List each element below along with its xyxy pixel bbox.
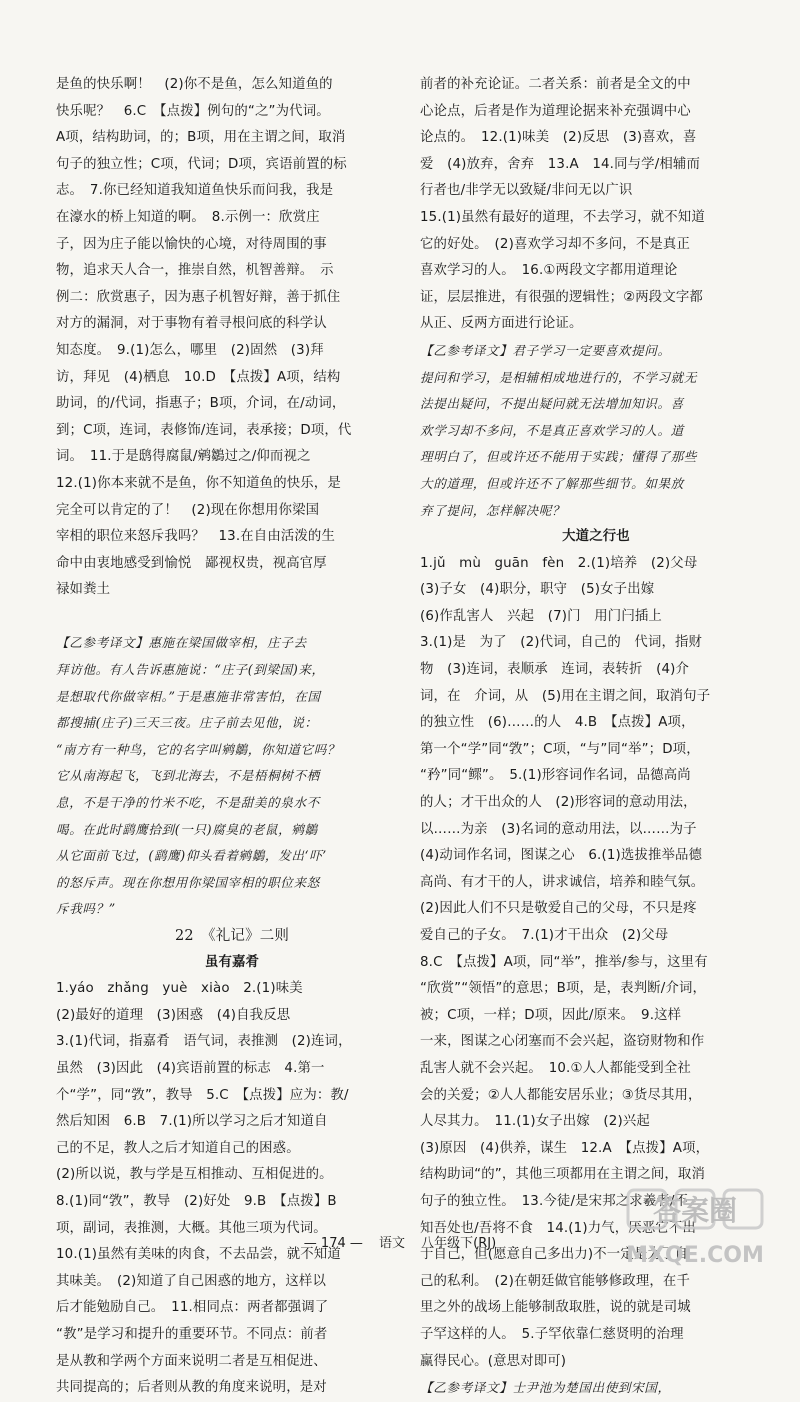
left-text-line: 禄如粪土 xyxy=(56,582,111,598)
right-text-line: 从正、反两方面进行论证。 xyxy=(420,316,583,332)
right-text-line: 提问和学习，是相辅相成地进行的，不学习就无 xyxy=(420,369,698,385)
right-text-line: 心论点，后者是作为道理论据来补充强调中心 xyxy=(420,103,691,119)
right-text-line: 子罕这样的人。 5.子罕依靠仁慈贤明的治理 xyxy=(420,1326,684,1342)
left-text-line: 喝。在此时鹞鹰拾到(一只)腐臭的老鼠，鹓鶵 xyxy=(56,821,318,837)
left-text-line: 斥我吗？” xyxy=(56,901,116,917)
right-text-line: 爱 (4)放弃，舍弃 13.A 14.同与学/相辅而 xyxy=(420,156,700,172)
left-text-line: 例二：欣赏惠子，因为惠子机智好辩，善于抓住 xyxy=(56,289,341,305)
left-text-line: 12.(1)你本来就不是鱼，你不知道鱼的快乐，是 xyxy=(56,475,341,491)
right-text-line: 己的私利。 (2)在朝廷做官能够修政理，在千 xyxy=(420,1273,690,1289)
right-text-line: 15.(1)虽然有最好的道理，不去学习，就不知道 xyxy=(420,209,705,225)
left-text-line: 1.yáo zhǎng yuè xiào 2.(1)味美 xyxy=(56,981,303,997)
right-text-line: 爱自己的子女。 7.(1)才干出众 (2)父母 xyxy=(420,928,669,943)
right-text-line: (3)子女 (4)职分，职守 (5)女子出嫁 xyxy=(420,582,655,598)
right-text-line: 以……为亲 (3)名词的意动用法，以……为子 xyxy=(420,821,697,837)
right-text-line: (4)动词作名词，图谋之心 6.(1)选拔推举品德 xyxy=(420,848,703,864)
left-column xyxy=(56,72,408,1402)
right-text-line: 它的好处。 (2)喜欢学习却不多问，不是真正 xyxy=(420,236,690,252)
left-text-line: 息，不是干净的竹米不吃，不是甜美的泉水不 xyxy=(56,795,320,811)
right-text-line: 1.jǔ mù guān fèn 2.(1)培养 (2)父母 xyxy=(420,555,698,571)
right-text-line: 前者的补充论证。二者关系：前者是全文的中 xyxy=(420,77,691,92)
right-text-line: 法提出疑问，不提出疑问就无法增加知识。喜 xyxy=(420,396,684,412)
left-text-line: 然后知困 6.B 7.(1)所以学习之后才知道自 xyxy=(56,1114,328,1130)
left-text-line: 访，拜见 (4)栖息 10.D 【点拨】A项，结构 xyxy=(56,369,341,385)
left-text-line: 完全可以肯定的了！ (2)现在你想用你梁国 xyxy=(56,502,320,518)
left-text-line: 都搜捕(庄子)三天三夜。庄子前去见他，说： xyxy=(56,715,318,731)
right-text-line: 的独立性 (6)……的人 4.B 【点拨】A项， xyxy=(420,715,695,731)
left-text-line: 命中由衷地感受到愉悦 鄙视权贵，视高官厚 xyxy=(56,555,327,571)
left-text-line: 虽有嘉肴 xyxy=(204,954,260,970)
right-text-line: 人尽其力。 11.(1)女子出嫁 (2)兴起 xyxy=(420,1114,650,1130)
left-text-line: “南方有一种鸟，它的名字叫鹓鶵，你知道它吗？ xyxy=(56,741,341,757)
right-text-line: 词，在 介词，从 (5)用在主谓之间，取消句子 xyxy=(420,688,711,704)
right-text-line: 理明白了，但或许还不能用于实践；懂得了那些 xyxy=(420,449,698,465)
left-text-line: 个“学”，同“敩”，教导 5.C 【点拨】应为：教/ xyxy=(56,1087,349,1103)
left-text-line: (2)最好的道理 (3)困惑 (4)自我反思 xyxy=(56,1007,291,1023)
left-text-line: 子，因为庄子能以愉快的心境，对待周围的事 xyxy=(56,236,327,252)
right-text-line: 大的道理，但或许还不了解那些细节。如果放 xyxy=(420,475,684,491)
right-text-line: 8.C 【点拨】A项，同“举”，推举/参与，这里有 xyxy=(420,954,708,970)
right-text-line: 行者也/非学无以致疑/非问无以广识 xyxy=(420,183,633,199)
right-text-line: 欢学习却不多问，不是真正喜欢学习的人。道 xyxy=(420,422,684,438)
left-text-line xyxy=(56,604,408,631)
right-text-line: (3)原因 (4)供养，谋生 12.A 【点拨】A项， xyxy=(420,1140,710,1156)
right-text-line: 知吾处也/吾将不食 14.(1)力气，厌恶它不出 xyxy=(420,1220,697,1236)
left-text-line: 志。 7.你已经知道我知道鱼快乐而问我，我是 xyxy=(56,183,334,199)
left-text-line: 助词，的/代词，指惠子；B项，介词，在/动词， xyxy=(56,396,346,412)
right-text-line: 结构助词“的”，其他三项都用在主谓之间，取消 xyxy=(420,1167,705,1183)
right-text-line: “矜”同“鳏”。 5.(1)形容词作名词，品德高尚 xyxy=(420,768,691,784)
left-text-line: 【乙参考译文】惠施在梁国做宰相，庄子去 xyxy=(56,635,307,651)
right-text-line: 【乙参考译文】士尹池为楚国出使到宋国， xyxy=(420,1380,671,1396)
left-text-line: 对方的漏洞，对于事物有着寻根问底的科学认 xyxy=(56,316,327,332)
left-text-line: A项，结构助词，的；B项，用在主谓之间，取消 xyxy=(56,130,346,146)
left-text-line: 物，追求天人合一，推崇自然，机智善辩。 示 xyxy=(56,263,334,279)
left-text-line: 的怒斥声。现在你想用你梁国宰相的职位来怒 xyxy=(56,874,320,890)
right-text-line: 里之外的战场上能够制敌取胜，说的就是司城 xyxy=(420,1300,691,1316)
right-text-line: 论点的。 12.(1)味美 (2)反思 (3)喜欢，喜 xyxy=(420,130,697,146)
right-text-line: 赢得民心。(意思对即可) xyxy=(420,1353,567,1369)
left-text-line: 知态度。 9.(1)怎么，哪里 (2)固然 (3)拜 xyxy=(56,342,324,358)
left-text-line: 后才能勉励自己。 11.相同点：两者都强调了 xyxy=(56,1300,329,1316)
right-text-line: 的人；才干出众的人 (2)形容词的意动用法， xyxy=(420,795,697,811)
left-text-line: 是想取代你做宰相。”于是惠施非常害怕，在国 xyxy=(56,688,321,704)
left-text-line: 3.(1)代词，指嘉肴 语气词，表推测 (2)连词， xyxy=(56,1034,352,1050)
left-text-line: 其味美。 (2)知道了自己困惑的地方，这样以 xyxy=(56,1273,326,1289)
right-text-line: 喜欢学习的人。 16.①两段文字都用道理论 xyxy=(420,263,678,279)
right-text-line: 弃了提问，怎样解决呢？ xyxy=(420,502,566,518)
subject-label: 语文 xyxy=(379,1236,406,1251)
left-text-line: 22 《礼记》二则 xyxy=(174,928,290,944)
right-text-line: 于自己，但(愿意自己多出力)不一定是为了自 xyxy=(420,1247,689,1263)
left-text-line: “教”是学习和提升的重要环节。不同点：前者 xyxy=(56,1326,328,1342)
right-text-line: 会的关爱；②人人都能安居乐业；③货尽其用， xyxy=(420,1087,702,1103)
right-text-line: 句子的独立性。 13.今徒/是宋邦之求羲者/不 xyxy=(420,1193,689,1209)
right-text-line: (6)作乱害人 兴起 (7)门 用门闩插上 xyxy=(420,608,662,624)
right-text-line: 一来，图谋之心闭塞而不会兴起，盗窃财物和作 xyxy=(420,1034,705,1050)
left-text-line: 句子的独立性；C项，代词；D项，宾语前置的标 xyxy=(56,156,347,172)
left-text-line: 10.(1)虽然有美味的肉食，不去品尝，就不知道 xyxy=(56,1247,341,1263)
right-text-line: “欣赏”“领悟”的意思；B项，是，表判断/介词， xyxy=(420,981,707,997)
right-text-line: (2)因此人们不只是敬爱自己的父母，不只是疼 xyxy=(420,901,697,917)
left-text-line: 是从教和学两个方面来说明二者是互相促进、 xyxy=(56,1353,327,1369)
right-text-line: 【乙参考译文】君子学习一定要喜欢提问。 xyxy=(420,342,671,358)
left-text-line: 到；C项，连词，表修饰/连词，表承接；D项，代 xyxy=(56,422,352,438)
left-text-line: 快乐呢？ 6.C 【点拨】例句的“之”为代词。 xyxy=(56,103,330,119)
left-text-line: 在濠水的桥上知道的啊。 8.示例一：欣赏庄 xyxy=(56,209,320,225)
grade-label: 八年级下(RJ) xyxy=(421,1236,497,1251)
left-text-line: (2)所以说，教与学是互相推动、互相促进的。 xyxy=(56,1167,333,1183)
left-text-line: 从它面前飞过，(鹞鹰)仰头看着鹓鶵，发出‘吓’ xyxy=(56,848,327,864)
left-text-line: 拜访他。有人告诉惠施说：“庄子(到梁国)来， xyxy=(56,662,325,678)
left-text-line: 是鱼的快乐啊！ (2)你不是鱼，怎么知道鱼的 xyxy=(56,77,333,92)
right-text-line: 物 (3)连词，表顺承 连词，表转折 (4)介 xyxy=(420,662,690,678)
left-text-line: 词。 11.于是鸱得腐鼠/鹓鶵过之/仰而视之 xyxy=(56,449,311,465)
left-text-line: 共同提高的；后者则从教的角度来说明，是对 xyxy=(56,1380,327,1396)
right-text-line: 高尚、有才干的人，讲求诚信，培养和睦气氛。 xyxy=(420,874,705,890)
left-text-line: 它从南海起飞，飞到北海去，不是梧桐树不栖 xyxy=(56,768,320,784)
right-text-line: 被；C项，一样；D项，因此/原来。 9.这样 xyxy=(420,1007,682,1023)
left-text-line: 己的不足，教人之后才知道自己的困惑。 xyxy=(56,1140,300,1156)
left-text-line: 虽然 (3)因此 (4)宾语前置的标志 4.第一 xyxy=(56,1060,325,1076)
right-text-line: 大道之行也 xyxy=(562,529,630,545)
left-text-line: 项，副词，表推测，大概。其他三项为代词。 xyxy=(56,1220,327,1236)
watermark-text-main: 答案圈 xyxy=(652,1194,738,1227)
watermark-logo xyxy=(620,1180,790,1280)
left-text-line: 宰相的职位来怒斥我吗？ 13.在自由活泼的生 xyxy=(56,529,336,545)
watermark-text-url: MXQE.COM xyxy=(626,1243,764,1268)
page-number: — 174 — xyxy=(303,1236,363,1251)
right-text-line: 证，层层推进，有很强的逻辑性；②两段文字都 xyxy=(420,289,703,305)
left-text-line: 8.(1)同“敩”，教导 (2)好处 9.B 【点拨】B xyxy=(56,1193,337,1209)
right-text-line: 第一个“学”同“敩”；C项，“与”同“举”；D项， xyxy=(420,741,700,757)
right-text-line: 乱害人就不会兴起。 10.①人人都能受到全社 xyxy=(420,1060,691,1076)
right-text-line: 3.(1)是 为了 (2)代词，自己的 代词，指财 xyxy=(420,635,703,651)
